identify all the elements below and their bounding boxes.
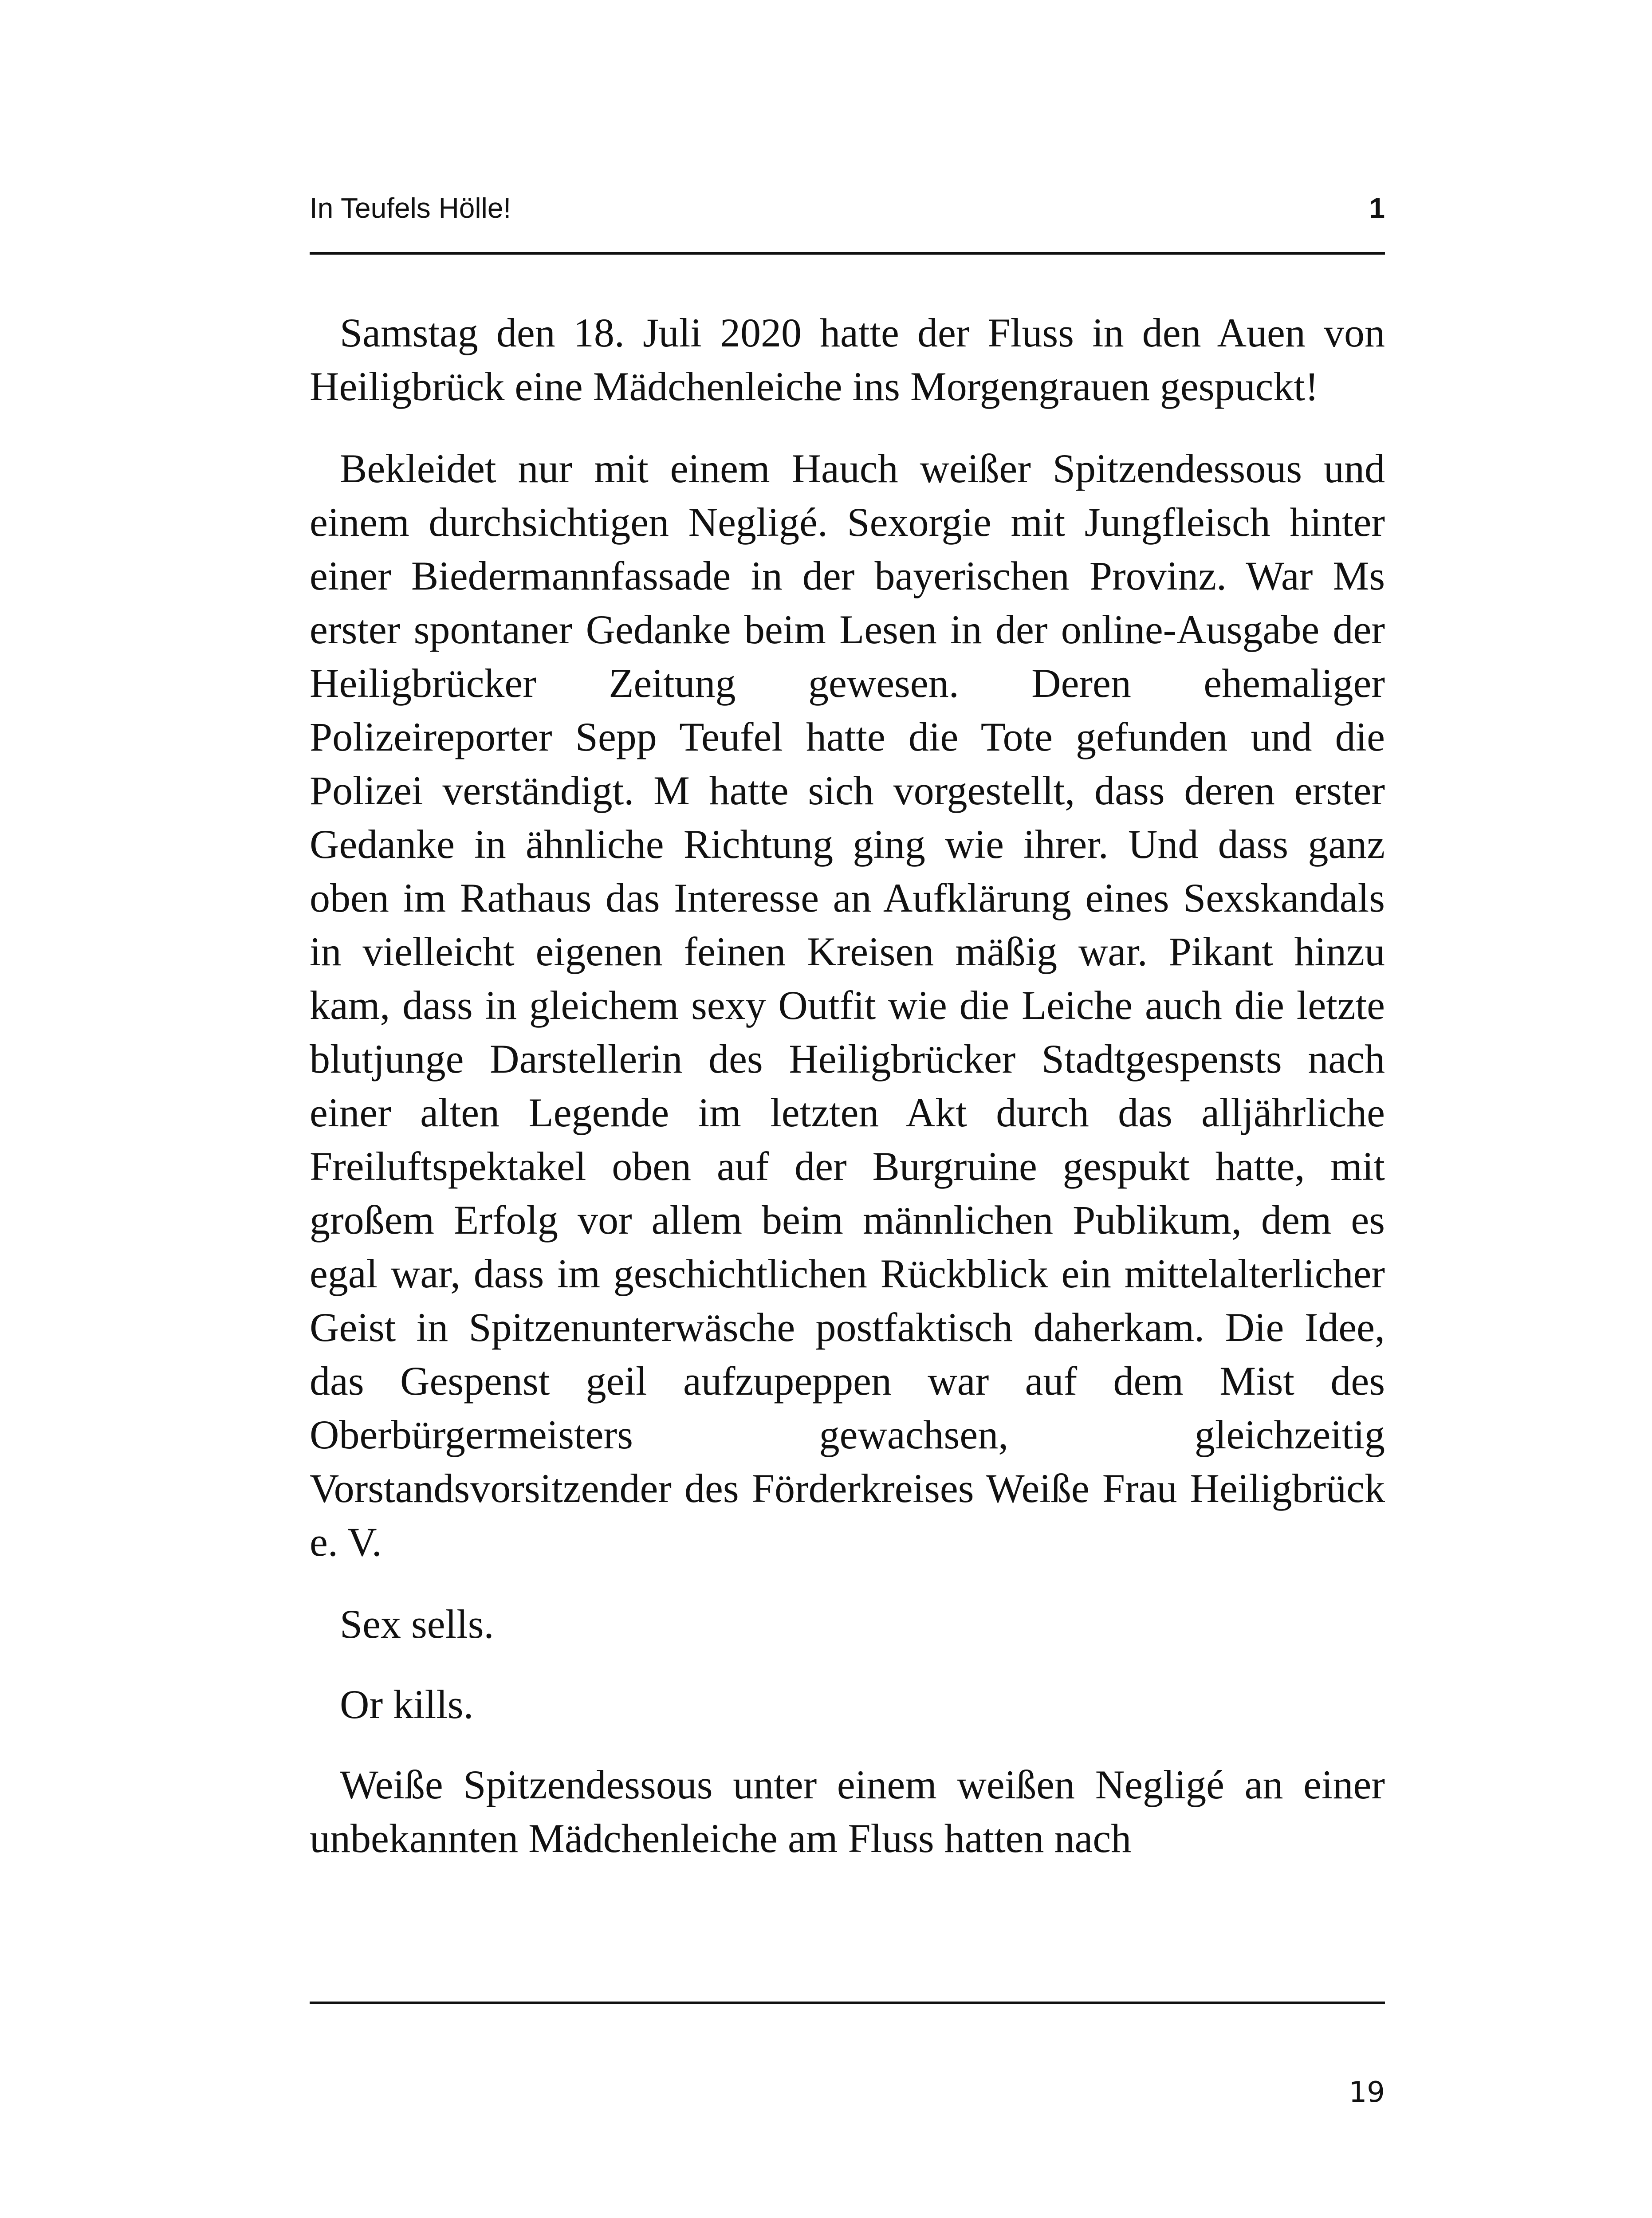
- paragraph-1: Samstag den 18. Juli 2020 hatte der Fluss in den Auen von Heiligbrück eine Mädchenleiche ins Morgengrauen gespuckt!: [310, 310, 1385, 409]
- paragraph-2: Bekleidet nur mit einem Hauch weißer Spitzendessous und einem durchsichtigen Negligé. Sexorgie mit Jungfleisch hinter einer Biedermannfassade in der bayerischen Provinz. War Ms erster spontaner Gedanke beim Lesen in der online-Ausgabe der Heiligbrücker Zeitung gewesen. Deren ehemaliger Polizeireporter Sepp Teufel hatte die Tote gefunden und die Polizei verständigt. M hatte sich vorgestellt, dass deren erster Gedanke in ähnliche Richtung ging wie ihrer. Und dass ganz oben im Rathaus das Interesse an Aufklärung eines Sexskandals in vielleicht eigenen feinen Kreisen mäßig war. Pikant hinzu kam, dass in gleichem sexy Outfit wie die Leiche auch die letzte blutjunge Darstellerin des Heiligbrücker Stadtgespensts nach einer alten Legende im letzten Akt durch das alljährliche Freiluftspektakel oben auf der Burgruine gespukt hatte, mit großem Erfolg vor allem beim männlichen Publikum, dem es egal war, dass im geschichtlichen Rückblick ein mittelalterlicher Geist in Spitzenunterwäsche postfaktisch daherkam. Die Idee, das Gespenst geil aufzupeppen war auf dem Mist des Oberbürgermeisters gewachsen, gleichzeitig Vorstandsvorsitzender des Förderkreises Weiße Frau Heiligbrück e. V.: [310, 446, 1385, 1565]
- page-number: 19: [1349, 2076, 1385, 2109]
- paragraph-5: Weiße Spitzendessous unter einem weißen Negligé an einer unbekannten Mädchenleiche am Fluss hatten nach: [310, 1762, 1385, 1861]
- header-divider: [310, 252, 1385, 255]
- paragraph-4: Or kills.: [340, 1682, 474, 1727]
- footer-divider: [310, 2002, 1385, 2004]
- paragraph-3: Sex sells.: [340, 1601, 494, 1647]
- chapter-number: 1: [1369, 192, 1385, 224]
- book-title: In Teufels Hölle!: [310, 192, 511, 224]
- running-header: [310, 186, 1385, 231]
- body-text: [310, 306, 1385, 1894]
